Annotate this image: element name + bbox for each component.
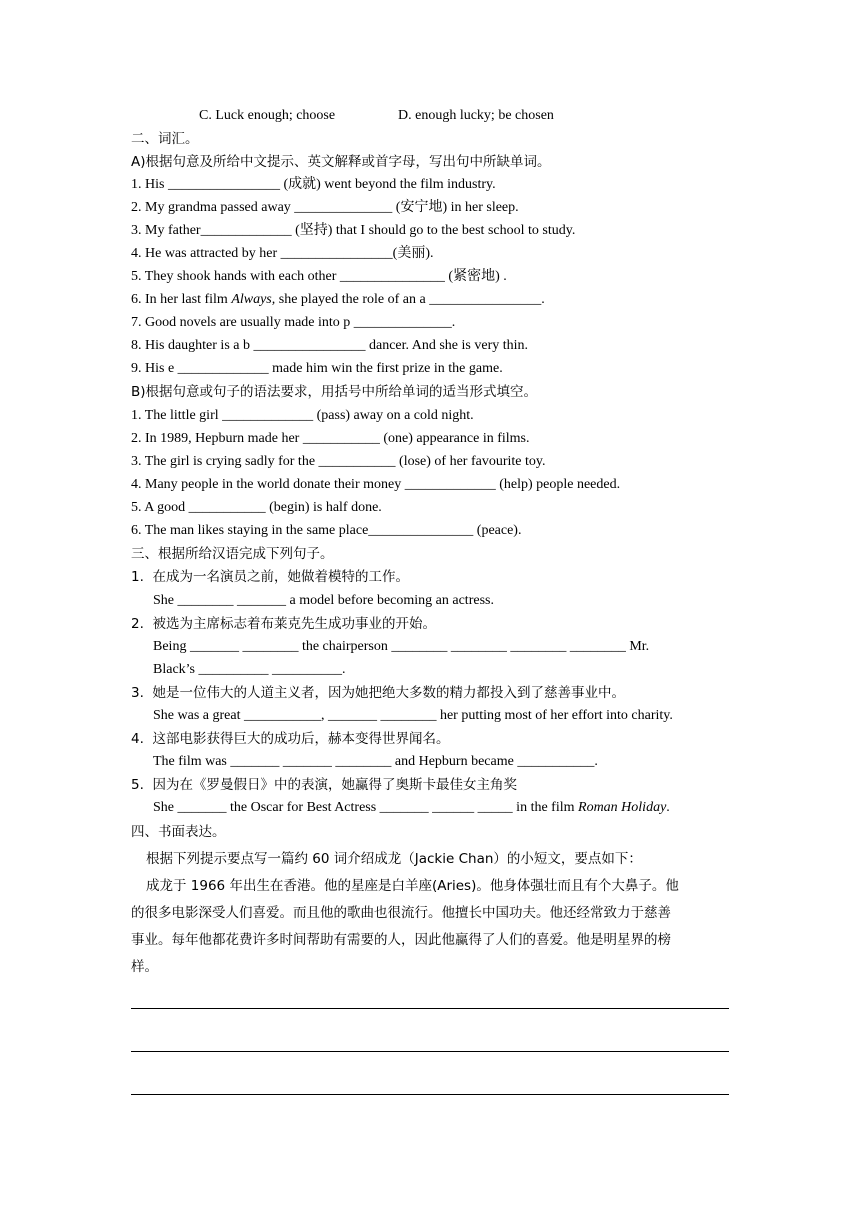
translate-item-4-cn: 4. 这部电影获得巨大的成功后，赫本变得世界闻名。 (131, 731, 450, 747)
translate-item-3-en: She was a great ___________, _______ ________ her putting most of her effort into charity. (153, 708, 673, 723)
writing-para-line-1: 成龙于 1966 年出生在香港。他的星座是白羊座(Aries)。他身体强壮而且有个大鼻子。他 (146, 878, 679, 894)
part-b-item-3: 3. The girl is crying sadly for the ___________ (lose) of her favourite toy. (131, 454, 546, 469)
option-d: D. enough lucky; be chosen (398, 108, 554, 123)
part-b-item-4: 4. Many people in the world donate their money _____________ (help) people needed. (131, 477, 621, 492)
part-b-item-6: 6. The man likes staying in the same place_______________ (peace). (131, 523, 522, 538)
part-a-item-9: 9. His e _____________ made him win the first prize in the game. (131, 361, 503, 376)
translate-item-3-cn: 3. 她是一位伟大的人道主义者，因为她把绝大多数的精力都投入到了慈善事业中。 (131, 685, 625, 701)
answer-line[interactable] (131, 1008, 729, 1009)
translate-item-1-cn: 1. 在成为一名演员之前，她做着模特的工作。 (131, 569, 409, 585)
part-a-item-6 (131, 291, 545, 309)
item-6-pre: 6. In her last film (131, 292, 232, 307)
part-a-item-1: 1. His ________________ (成就) went beyond the film industry. (131, 177, 496, 192)
translate-item-4-en: The film was _______ _______ ________ and Hepburn became ___________. (153, 754, 598, 769)
section-3-title: 三、根据所给汉语完成下列句子。 (131, 546, 334, 562)
option-c: C. Luck enough; choose (199, 108, 336, 123)
answer-line[interactable] (131, 1051, 729, 1052)
translate-item-1-en: She ________ _______ a model before becoming an actress. (153, 593, 494, 608)
part-a-item-5: 5. They shook hands with each other _______________ (紧密地) . (131, 269, 507, 284)
writing-prompt: 根据下列提示要点写一篇约 60 词介绍成龙（Jackie Chan）的小短文，要点如下： (146, 851, 642, 867)
writing-para-line-3: 事业。每年他都花费许多时间帮助有需要的人，因此他赢得了人们的喜爱。他是明星界的榜 (131, 932, 671, 948)
section-2-title: 二、词汇。 (131, 131, 199, 147)
part-a-item-3: 3. My father_____________ (坚持) that I should go to the best school to study. (131, 223, 576, 238)
item-6-post: she played the role of an a ________________. (275, 292, 545, 307)
part-a-item-7: 7. Good novels are usually made into p ______________. (131, 315, 456, 330)
answer-line[interactable] (131, 1094, 729, 1095)
translate-item-5-en (153, 799, 670, 817)
part-b-item-1: 1. The little girl _____________ (pass) away on a cold night. (131, 408, 474, 423)
item-6-film-title: Always, (231, 292, 276, 307)
writing-para-line-2: 的很多电影深受人们喜爱。而且他的歌曲也很流行。他擅长中国功夫。他还经常致力于慈善 (131, 905, 671, 921)
item-5-en-pre: She _______ the Oscar for Best Actress _______ ______ _____ in the film (153, 800, 579, 815)
part-a-item-2: 2. My grandma passed away ______________ (安宁地) in her sleep. (131, 200, 519, 215)
section-4-title: 四、书面表达。 (131, 824, 226, 840)
item-5-film-title: Roman Holiday (578, 800, 667, 815)
translate-item-2-cn: 2. 被选为主席标志着布莱克先生成功事业的开始。 (131, 616, 436, 632)
part-b-item-5: 5. A good ___________ (begin) is half done. (131, 500, 382, 515)
translate-item-2-en-line1: Being _______ ________ the chairperson ________ ________ ________ ________ Mr. (153, 639, 650, 654)
item-5-en-post: . (666, 800, 670, 815)
translate-item-5-cn: 5. 因为在《罗曼假日》中的表演，她赢得了奥斯卡最佳女主角奖 (131, 777, 517, 793)
part-b-item-2: 2. In 1989, Hepburn made her ___________ (one) appearance in films. (131, 431, 530, 446)
part-a-item-8: 8. His daughter is a b ________________ dancer. And she is very thin. (131, 338, 529, 353)
translate-item-2-en-line2: Black’s __________ __________. (153, 662, 346, 677)
part-a-item-4: 4. He was attracted by her ________________(美丽). (131, 246, 434, 261)
part-b-heading: B)根据句意或句子的语法要求，用括号中所给单词的适当形式填空。 (131, 384, 538, 400)
writing-para-line-4: 样。 (131, 959, 158, 975)
part-a-heading: A)根据句意及所给中文提示、英文解释或首字母，写出句中所缺单词。 (131, 154, 551, 170)
